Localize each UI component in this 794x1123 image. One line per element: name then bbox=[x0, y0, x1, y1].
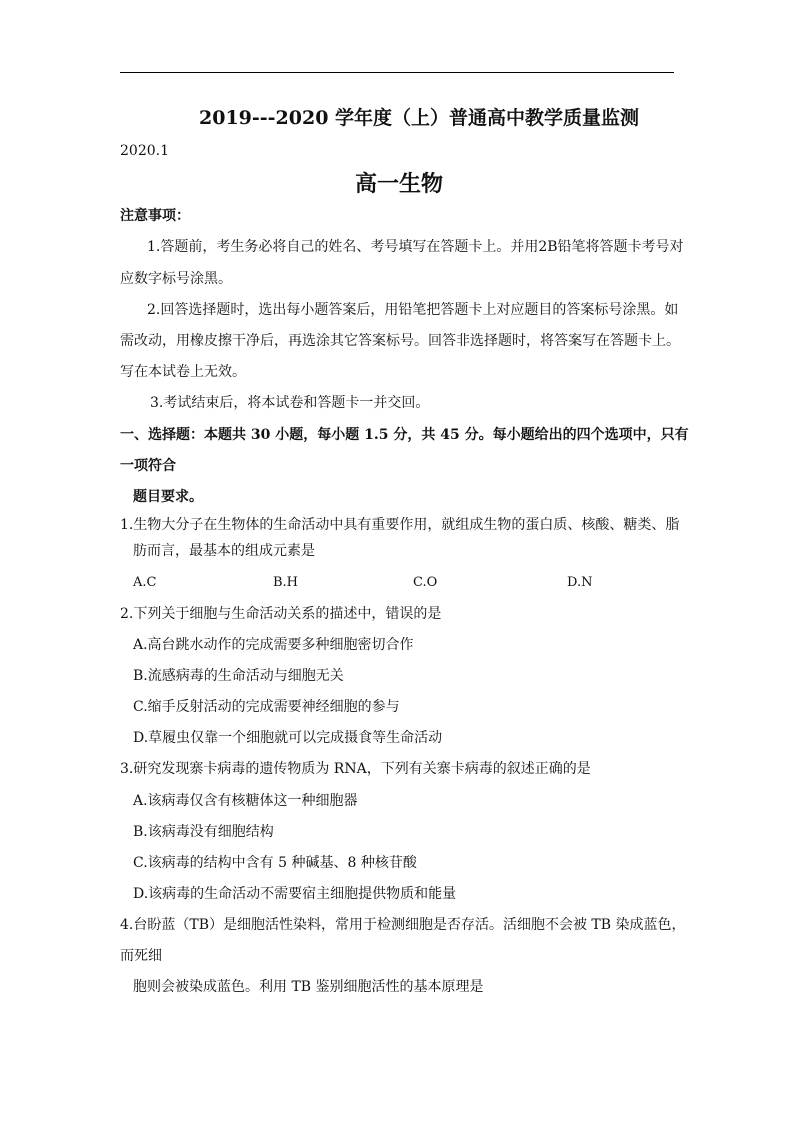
question-1-option-a: A.C bbox=[133, 575, 157, 590]
question-2-option-c: C.缩手反射活动的完成需要神经细胞的参与 bbox=[133, 699, 400, 715]
notice-item-2-line-1: 2.回答选择题时，选出每小题答案后，用铅笔把答题卡上对应题目的答案标号涂黑。如 bbox=[147, 302, 679, 318]
notice-item-2-line-2: 需改动，用橡皮擦干净后，再选涂其它答案标号。回答非选择题时，将答案写在答题卡上。 bbox=[120, 333, 680, 349]
section-1-heading-line-1: 一、选择题：本题共 30 小题，每小题 1.5 分，共 45 分。每小题给出的四个选项中，只有 bbox=[120, 427, 689, 443]
header-rule bbox=[120, 72, 674, 73]
question-3-option-c: C.该病毒的结构中含有 5 种碱基、8 种核苷酸 bbox=[133, 855, 417, 871]
question-1-option-b: B.H bbox=[273, 575, 299, 590]
question-1-stem-line-1: 1.生物大分子在生物体的生命活动中具有重要作用，就组成生物的蛋白质、核酸、糖类、脂 bbox=[120, 517, 680, 533]
question-4-stem-line-1: 4.台盼蓝（TB）是细胞活性染料，常用于检测细胞是否存活。活细胞不会被 TB 染成蓝色， bbox=[120, 917, 686, 933]
notice-item-1-line-2: 应数字标号涂黑。 bbox=[120, 271, 232, 287]
exam-title: 2019---2020 学年度（上）普通高中教学质量监测 bbox=[199, 107, 640, 129]
exam-date: 2020.1 bbox=[120, 143, 169, 159]
subject-title: 高一生物 bbox=[355, 171, 444, 197]
question-3-option-d: D.该病毒的生命活动不需要宿主细胞提供物质和能量 bbox=[133, 886, 457, 902]
question-2-option-b: B.流感病毒的生命活动与细胞无关 bbox=[133, 668, 344, 684]
question-2-option-d: D.草履虫仅靠一个细胞就可以完成摄食等生命活动 bbox=[133, 730, 443, 746]
question-1-option-d: D.N bbox=[567, 575, 593, 590]
notice-item-1-line-1: 1.答题前，考生务必将自己的姓名、考号填写在答题卡上。并用2B铅笔将答题卡考号对 bbox=[147, 239, 684, 255]
notice-heading: 注意事项： bbox=[120, 208, 190, 224]
question-3-stem: 3.研究发现寨卡病毒的遗传物质为 RNA，下列有关寨卡病毒的叙述正确的是 bbox=[120, 761, 591, 777]
question-1-option-c: C.O bbox=[413, 575, 438, 590]
question-3-option-b: B.该病毒没有细胞结构 bbox=[133, 824, 274, 840]
question-1-stem-line-2: 肪而言，最基本的组成元素是 bbox=[133, 543, 315, 559]
section-1-heading-line-2: 一项符合 bbox=[120, 458, 176, 474]
question-4-stem-line-3: 胞则会被染成蓝色。利用 TB 鉴别细胞活性的基本原理是 bbox=[133, 979, 484, 995]
notice-item-2-line-3: 写在本试卷上无效。 bbox=[120, 364, 246, 380]
section-1-heading-line-3: 题目要求。 bbox=[133, 489, 203, 505]
question-4-stem-line-2: 而死细 bbox=[120, 948, 162, 964]
question-3-option-a: A.该病毒仅含有核糖体这一种细胞器 bbox=[133, 793, 358, 809]
question-2-stem: 2.下列关于细胞与生命活动关系的描述中，错误的是 bbox=[120, 606, 442, 622]
notice-item-3: 3.考试结束后，将本试卷和答题卡一并交回。 bbox=[150, 395, 430, 411]
question-2-option-a: A.高台跳水动作的完成需要多种细胞密切合作 bbox=[133, 637, 414, 653]
